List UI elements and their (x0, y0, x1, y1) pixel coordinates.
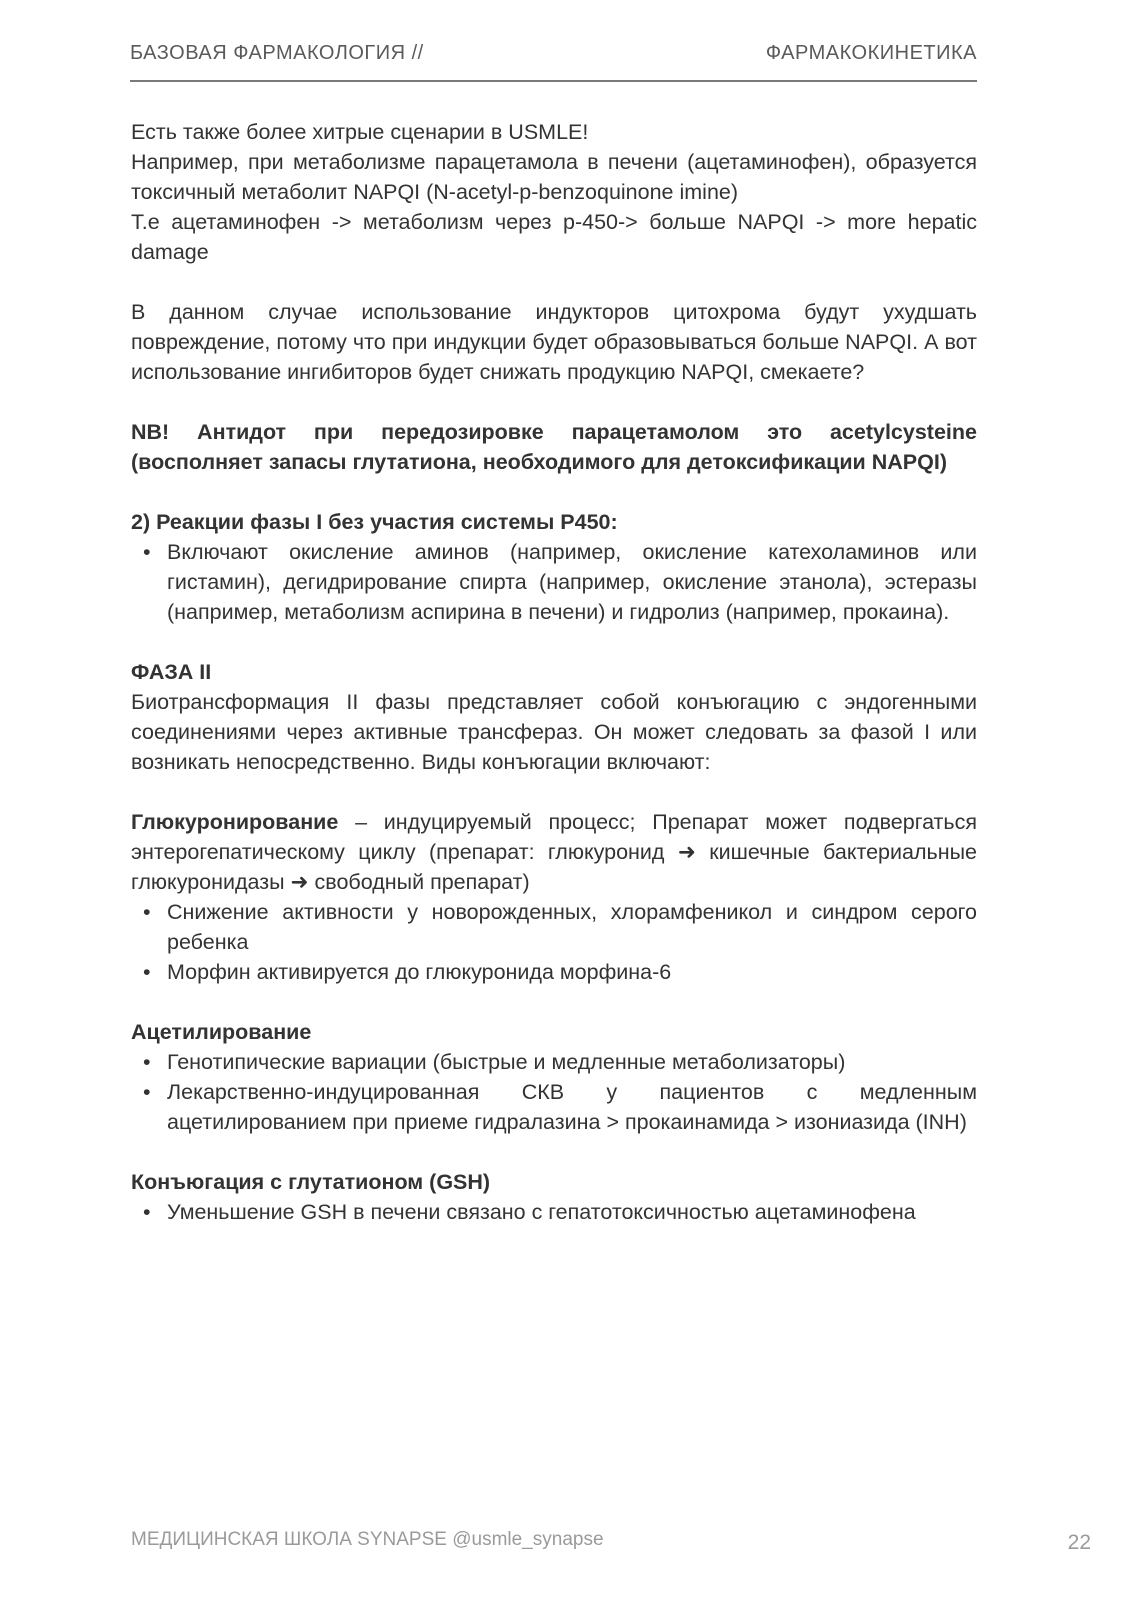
header-book-title: БАЗОВАЯ ФАРМАКОЛОГИЯ // (130, 42, 424, 64)
list-item: • Лекарственно-индуцированная СКВ у пациентов с медленным ацетилированием при приеме гидралазина > прокаинамида > изониазида (INH) (131, 1077, 977, 1137)
phase1-nonp450-heading: 2) Реакции фазы I без участия системы P450: (131, 510, 618, 534)
list-item: • Снижение активности у новорожденных, хлорамфеникол и синдром серого ребенка (131, 897, 977, 957)
glucuronidation-text: – индуцируемый процесс; Препарат может подвергаться энтерогепатическому циклу (препарат: глюкуронид ➜ кишечные бактериальные глюкуронидазы ➜ свободный препарат) (131, 810, 977, 894)
inducers-paragraph: В данном случае использование индукторов цитохрома будут ухудшать повреждение, потому что при индукции будет образовываться больше NAPQI. А вот использование ингибиторов будет снижать продукцию NAPQI, смекаете? (131, 300, 977, 384)
intro-line: Есть также более хитрые сценарии в USMLE! (131, 120, 589, 144)
glucuronidation-term: Глюкуронирование (131, 810, 339, 834)
phase2-paragraph: Биотрансформация II фазы представляет собой конъюгацию с эндогенными соединениями через активные трансфераз. Он может следовать за фазой I или возникать непосредственно. Виды конъюгации включают: (131, 690, 977, 774)
acetylation-list (131, 1047, 977, 1137)
page-content (131, 117, 977, 1227)
phase2-heading: ФАЗА II (131, 660, 212, 684)
glutathione-heading: Конъюгация с глутатионом (GSH) (131, 1170, 491, 1194)
glucuronidation-list (131, 897, 977, 987)
list-item: • Уменьшение GSH в печени связано с гепатотоксичностью ацетаминофена (131, 1197, 977, 1227)
glutathione-list (131, 1197, 977, 1227)
acetylation-heading: Ацетилирование (131, 1020, 312, 1044)
list-item: • Генотипические вариации (быстрые и медленные метаболизаторы) (131, 1047, 977, 1077)
header-section-title: ФАРМАКОКИНЕТИКА (765, 42, 977, 64)
list-item: • Морфин активируется до глюкуронида морфина-6 (131, 957, 977, 987)
nb-antidote-note: NB! Антидот при передозировке парацетамолом это acetylcysteine (восполняет запасы глутатиона, необходимого для детоксификации NAPQI) (131, 420, 977, 474)
footer-school: МЕДИЦИНСКАЯ ШКОЛА SYNAPSE @usmle_synapse (131, 1529, 604, 1550)
page-header (130, 42, 977, 82)
intro-line: Например, при метаболизме парацетамола в печени (ацетаминофен), образуется токсичный метаболит NAPQI (N-acetyl-p-benzoquinone imine) (131, 150, 977, 204)
page-number: 22 (1067, 1531, 1091, 1554)
intro-paragraph (131, 117, 977, 267)
list-item: • Включают окисление аминов (например, окисление катехоламинов или гистамин), дегидрирование спирта (например, окисление этанола), эстеразы (например, метаболизм аспирина в печени) и гидролиз (например, прокаина). (131, 537, 977, 627)
glucuronidation-paragraph (131, 807, 977, 897)
phase1-list (131, 537, 977, 627)
intro-line: Т.е ацетаминофен -> метаболизм через p-450-> больше NAPQI -> more hepatic damage (131, 210, 977, 264)
